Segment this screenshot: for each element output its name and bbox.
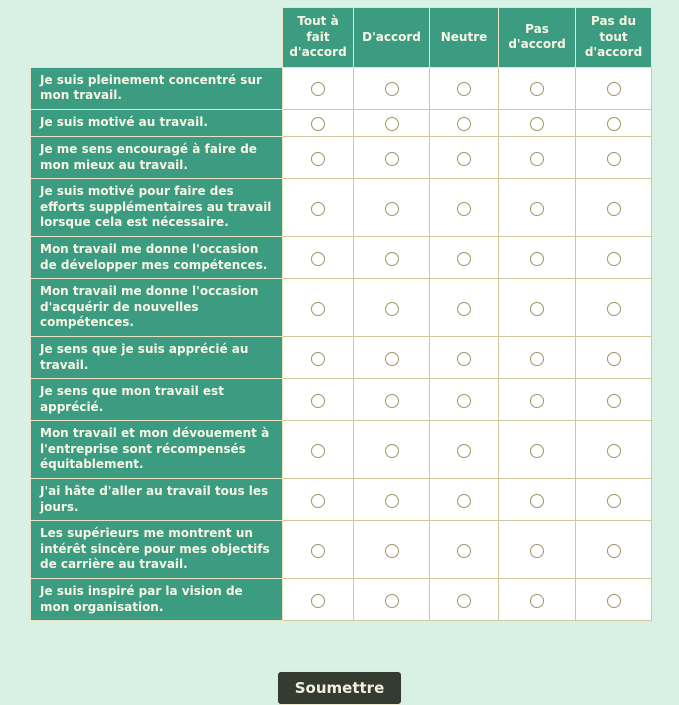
radio-option[interactable] (530, 394, 544, 408)
radio-cell (354, 179, 430, 237)
row-label: Je suis inspiré par la vision de mon organisation. (31, 579, 283, 621)
radio-option[interactable] (311, 594, 325, 608)
radio-option[interactable] (385, 202, 399, 216)
radio-cell (499, 109, 576, 136)
radio-cell (283, 109, 354, 136)
radio-option[interactable] (385, 594, 399, 608)
radio-cell (354, 336, 430, 378)
radio-option[interactable] (607, 302, 621, 316)
radio-option[interactable] (385, 252, 399, 266)
table-row (31, 579, 652, 621)
radio-cell (430, 109, 499, 136)
radio-cell (576, 279, 652, 337)
radio-option[interactable] (385, 152, 399, 166)
radio-cell (499, 579, 576, 621)
radio-cell (430, 236, 499, 278)
radio-option[interactable] (457, 394, 471, 408)
table-row (31, 109, 652, 136)
radio-option[interactable] (530, 594, 544, 608)
radio-option[interactable] (607, 544, 621, 558)
radio-cell (354, 579, 430, 621)
radio-option[interactable] (457, 544, 471, 558)
radio-option[interactable] (457, 152, 471, 166)
radio-cell (283, 279, 354, 337)
row-label: Je me sens encouragé à faire de mon mieux au travail. (31, 136, 283, 178)
radio-cell (354, 236, 430, 278)
radio-option[interactable] (530, 202, 544, 216)
radio-option[interactable] (311, 252, 325, 266)
table-row (31, 521, 652, 579)
radio-option[interactable] (311, 202, 325, 216)
radio-option[interactable] (311, 117, 325, 131)
radio-option[interactable] (311, 302, 325, 316)
row-label: Je suis motivé pour faire des efforts supplémentaires au travail lorsque cela est nécessaire. (31, 179, 283, 237)
table-row (31, 336, 652, 378)
radio-cell (283, 336, 354, 378)
row-label: Je sens que mon travail est apprécié. (31, 379, 283, 421)
radio-cell (576, 521, 652, 579)
radio-cell (430, 521, 499, 579)
row-label: Je sens que je suis apprécié au travail. (31, 336, 283, 378)
radio-cell (499, 479, 576, 521)
radio-cell (430, 179, 499, 237)
radio-option[interactable] (607, 352, 621, 366)
radio-option[interactable] (457, 117, 471, 131)
radio-cell (576, 109, 652, 136)
table-row (31, 279, 652, 337)
row-label: Je suis pleinement concentré sur mon travail. (31, 67, 283, 109)
radio-cell (283, 136, 354, 178)
radio-cell (283, 521, 354, 579)
column-header-neutre: Neutre (430, 8, 499, 68)
radio-option[interactable] (607, 394, 621, 408)
radio-option[interactable] (457, 494, 471, 508)
radio-cell (576, 479, 652, 521)
radio-cell (430, 379, 499, 421)
radio-cell (576, 179, 652, 237)
radio-option[interactable] (530, 352, 544, 366)
radio-option[interactable] (530, 252, 544, 266)
radio-cell (354, 136, 430, 178)
radio-cell (354, 109, 430, 136)
radio-cell (430, 279, 499, 337)
radio-cell (283, 421, 354, 479)
radio-option[interactable] (311, 352, 325, 366)
row-label: Mon travail et mon dévouement à l'entreprise sont récompensés équitablement. (31, 421, 283, 479)
radio-option[interactable] (530, 152, 544, 166)
radio-cell (576, 67, 652, 109)
radio-option[interactable] (311, 444, 325, 458)
radio-option[interactable] (385, 494, 399, 508)
radio-cell (576, 379, 652, 421)
row-label: J'ai hâte d'aller au travail tous les jours. (31, 479, 283, 521)
radio-cell (499, 236, 576, 278)
column-header-pas-du-tout-daccord: Pas du tout d'accord (576, 8, 652, 68)
radio-cell (499, 379, 576, 421)
row-label: Je suis motivé au travail. (31, 109, 283, 136)
radio-cell (499, 336, 576, 378)
radio-cell (354, 521, 430, 579)
radio-option[interactable] (530, 302, 544, 316)
radio-cell (576, 421, 652, 479)
radio-option[interactable] (457, 82, 471, 96)
radio-option[interactable] (530, 544, 544, 558)
table-row (31, 421, 652, 479)
submit-button[interactable]: Soumettre (277, 671, 403, 705)
table-row (31, 379, 652, 421)
table-row (31, 479, 652, 521)
radio-option[interactable] (385, 302, 399, 316)
radio-cell (499, 521, 576, 579)
radio-cell (430, 479, 499, 521)
radio-cell (283, 579, 354, 621)
radio-option[interactable] (457, 252, 471, 266)
radio-option[interactable] (385, 82, 399, 96)
table-row (31, 67, 652, 109)
radio-option[interactable] (457, 202, 471, 216)
header-row (31, 8, 652, 68)
row-label: Les supérieurs me montrent un intérêt sincère pour mes objectifs de carrière au travail. (31, 521, 283, 579)
column-header-daccord: D'accord (354, 8, 430, 68)
row-label: Mon travail me donne l'occasion de développer mes compétences. (31, 236, 283, 278)
radio-cell (283, 479, 354, 521)
radio-cell (283, 236, 354, 278)
radio-cell (354, 479, 430, 521)
column-header-tout-a-fait-daccord: Tout à fait d'accord (283, 8, 354, 68)
radio-option[interactable] (607, 202, 621, 216)
radio-cell (354, 279, 430, 337)
survey-table (30, 7, 652, 621)
radio-option[interactable] (385, 544, 399, 558)
radio-option[interactable] (457, 352, 471, 366)
column-header-pas-daccord: Pas d'accord (499, 8, 576, 68)
radio-option[interactable] (311, 394, 325, 408)
table-row (31, 236, 652, 278)
radio-option[interactable] (530, 117, 544, 131)
row-label: Mon travail me donne l'occasion d'acquérir de nouvelles compétences. (31, 279, 283, 337)
radio-cell (576, 579, 652, 621)
radio-cell (576, 136, 652, 178)
radio-cell (430, 336, 499, 378)
radio-cell (499, 421, 576, 479)
radio-cell (499, 179, 576, 237)
radio-option[interactable] (457, 444, 471, 458)
radio-option[interactable] (607, 152, 621, 166)
radio-cell (499, 67, 576, 109)
radio-cell (354, 67, 430, 109)
radio-option[interactable] (530, 82, 544, 96)
radio-cell (499, 279, 576, 337)
radio-option[interactable] (311, 544, 325, 558)
table-row (31, 136, 652, 178)
radio-cell (430, 421, 499, 479)
radio-option[interactable] (607, 444, 621, 458)
radio-cell (283, 379, 354, 421)
radio-cell (576, 336, 652, 378)
radio-option[interactable] (457, 594, 471, 608)
radio-option[interactable] (385, 394, 399, 408)
radio-cell (430, 67, 499, 109)
radio-option[interactable] (385, 117, 399, 131)
radio-option[interactable] (607, 252, 621, 266)
radio-cell (576, 236, 652, 278)
radio-cell (430, 136, 499, 178)
radio-option[interactable] (530, 494, 544, 508)
corner-cell (31, 8, 283, 68)
radio-option[interactable] (311, 152, 325, 166)
radio-option[interactable] (530, 444, 544, 458)
radio-cell (354, 421, 430, 479)
table-row (31, 179, 652, 237)
radio-option[interactable] (311, 82, 325, 96)
radio-cell (354, 379, 430, 421)
radio-option[interactable] (607, 82, 621, 96)
radio-option[interactable] (311, 494, 325, 508)
radio-cell (283, 179, 354, 237)
radio-option[interactable] (385, 444, 399, 458)
radio-cell (283, 67, 354, 109)
radio-option[interactable] (607, 494, 621, 508)
radio-option[interactable] (385, 352, 399, 366)
radio-cell (430, 579, 499, 621)
radio-option[interactable] (457, 302, 471, 316)
radio-cell (499, 136, 576, 178)
radio-option[interactable] (607, 594, 621, 608)
button-row (0, 671, 679, 705)
radio-option[interactable] (607, 117, 621, 131)
